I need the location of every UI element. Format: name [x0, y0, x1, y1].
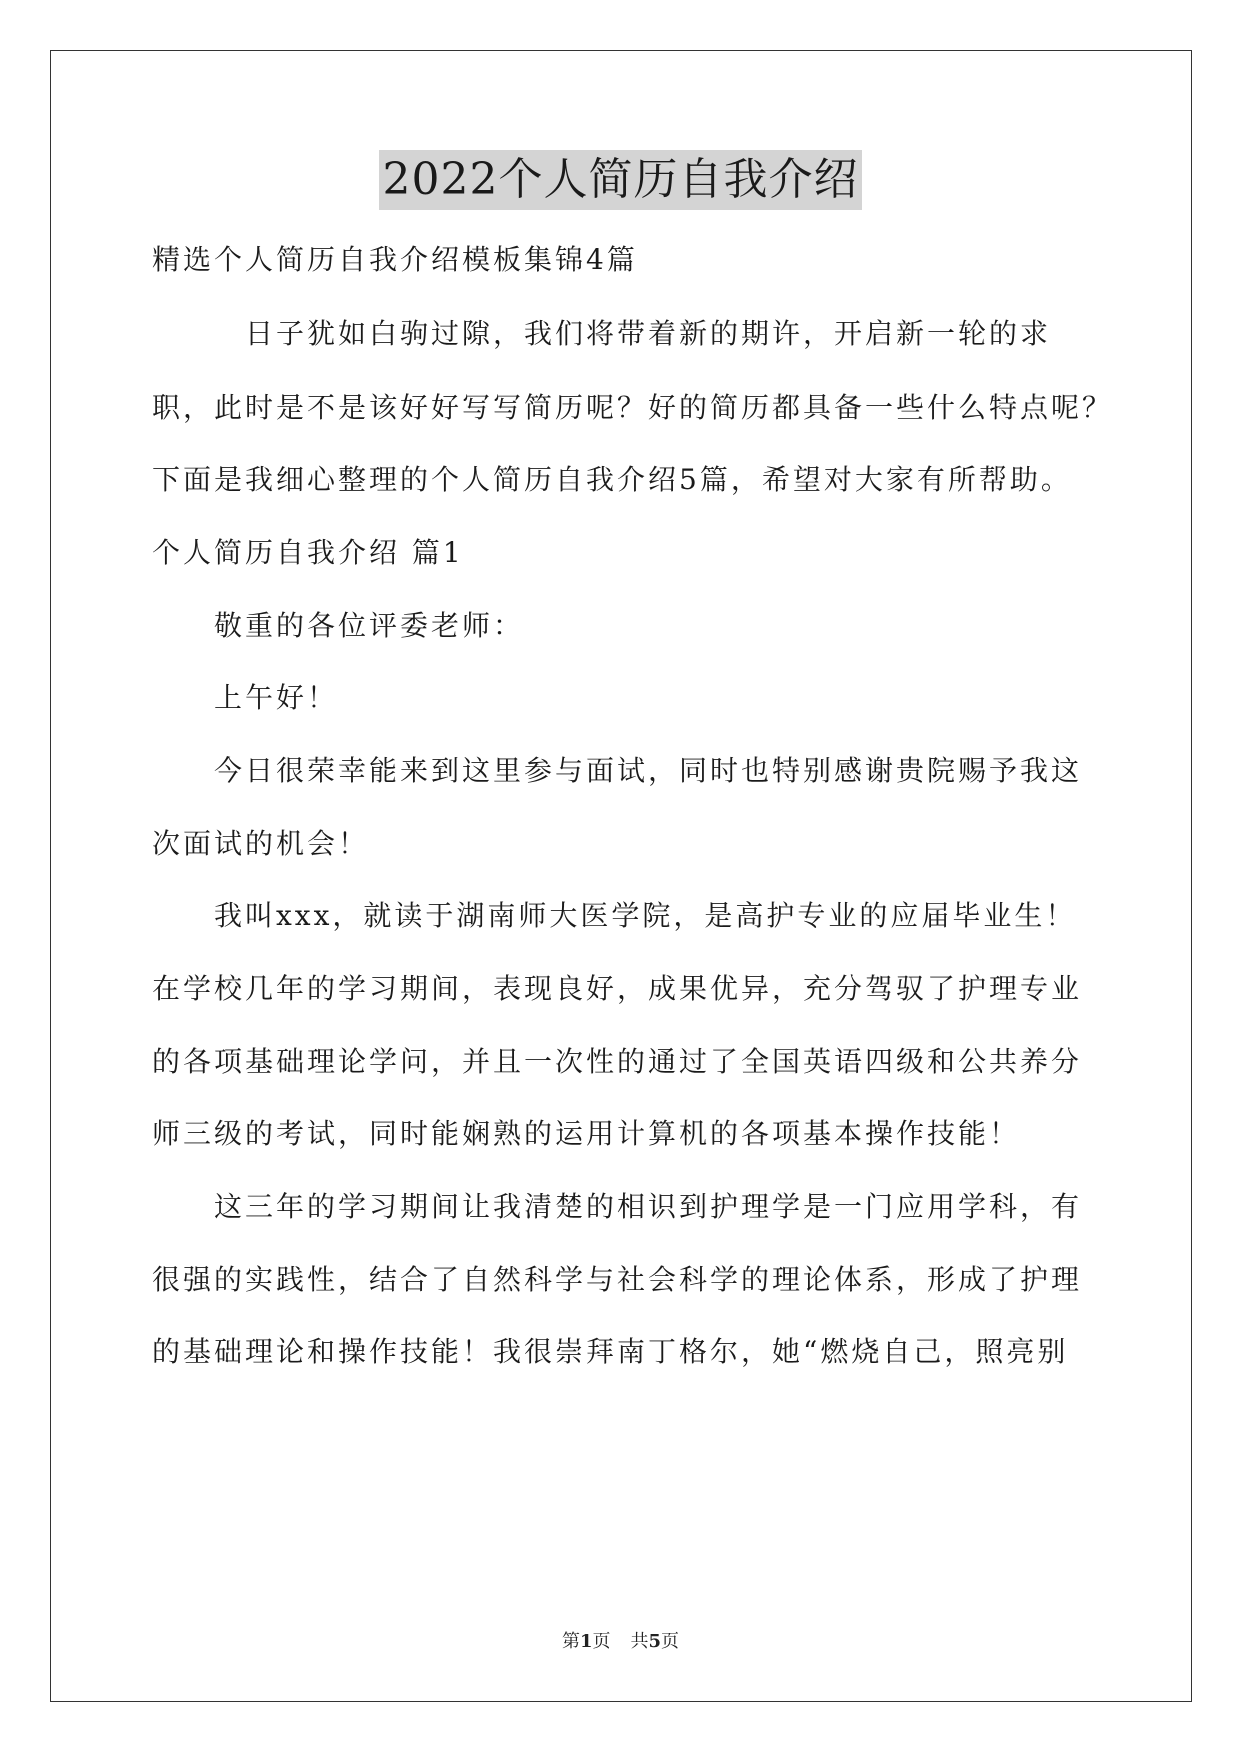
paragraph-line: 次面试的机会！	[152, 827, 370, 860]
paragraph-line: 职，此时是不是该好好写写简历呢？好的简历都具备一些什么特点呢？	[152, 391, 1114, 424]
title-container	[0, 150, 1241, 210]
total-prefix: 共	[630, 1631, 649, 1652]
paragraph-line: 这三年的学习期间让我清楚的相识到护理学是一门应用学科，有	[152, 1190, 1083, 1223]
page-current: 1	[579, 1631, 593, 1652]
greeting-line: 上午好！	[152, 681, 339, 714]
page-prefix: 第	[561, 1631, 580, 1652]
intro-subtitle: 精选个人简历自我介绍模板集锦4篇	[152, 243, 638, 276]
total-unit: 页	[661, 1631, 680, 1652]
page-footer	[0, 1630, 1241, 1654]
paragraph-line: 的各项基础理论学问，并且一次性的通过了全国英语四级和公共养分	[152, 1045, 1083, 1078]
page-border	[50, 50, 1192, 1702]
paragraph-line: 下面是我细心整理的个人简历自我介绍5篇，希望对大家有所帮助。	[152, 463, 1072, 496]
paragraph-line: 我叫xxx，就读于湖南师大医学院，是高护专业的应届毕业生！	[152, 899, 1077, 932]
section-heading: 个人简历自我介绍 篇1	[152, 536, 464, 569]
paragraph-line: 师三级的考试，同时能娴熟的运用计算机的各项基本操作技能！	[152, 1117, 1021, 1150]
paragraph-line: 在学校几年的学习期间，表现良好，成果优异，充分驾驭了护理专业	[152, 972, 1083, 1005]
paragraph-line: 的基础理论和操作技能！我很崇拜南丁格尔，她“燃烧自己，照亮别	[152, 1335, 1069, 1368]
page-unit: 页	[592, 1631, 611, 1652]
document-title: 2022个人简历自我介绍	[379, 150, 863, 210]
paragraph-line: 今日很荣幸能来到这里参与面试，同时也特别感谢贵院赐予我这	[152, 754, 1083, 787]
page-total: 5	[648, 1631, 662, 1652]
salutation-line: 敬重的各位评委老师：	[152, 609, 525, 642]
paragraph-line: 日子犹如白驹过隙，我们将带着新的期许，开启新一轮的求	[152, 317, 1052, 350]
paragraph-line: 很强的实践性，结合了自然科学与社会科学的理论体系，形成了护理	[152, 1263, 1083, 1296]
